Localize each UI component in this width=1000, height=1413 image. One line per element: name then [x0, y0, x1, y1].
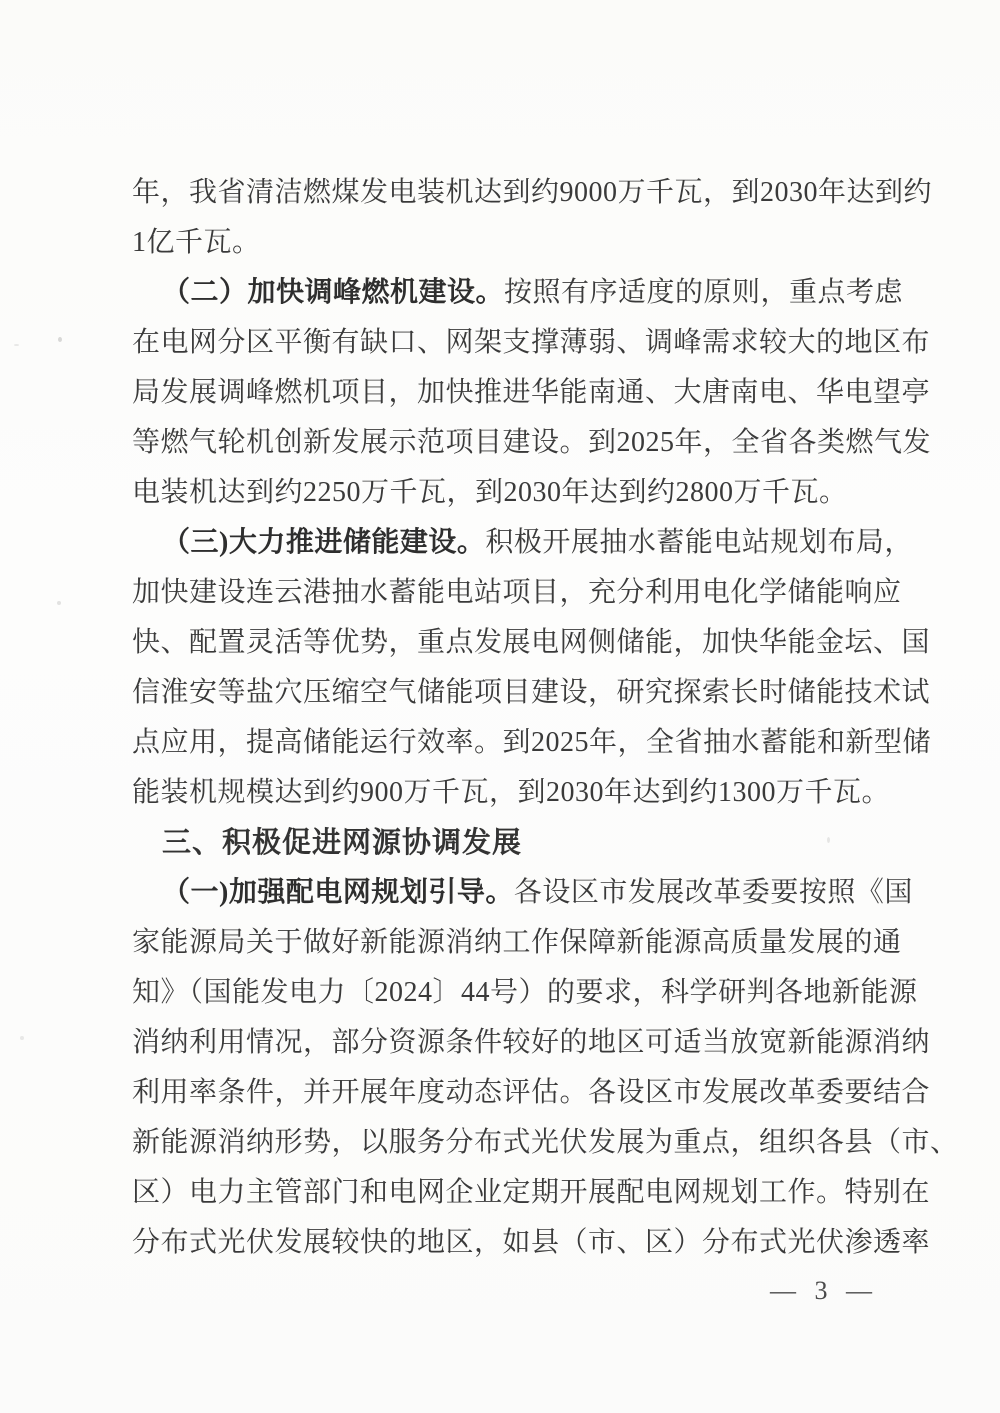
line-text: 区）电力主管部门和电网企业定期开展配电网规划工作。特别在	[132, 1177, 931, 1208]
line-text: 点应用，提高储能运行效率。到2025年，全省抽水蓄能和新型储	[132, 727, 932, 758]
text-line	[132, 418, 932, 468]
line-text: 加快建设连云港抽水蓄能电站项目，充分利用电化学储能响应	[132, 577, 902, 608]
text-line	[132, 968, 918, 1018]
scan-speck	[58, 337, 62, 342]
page-number: — 3 —	[770, 1276, 878, 1305]
paragraph-lead: （一)加强配电网规划引导。	[162, 877, 514, 908]
text-line	[132, 1168, 931, 1218]
text-line	[132, 868, 913, 918]
line-text: 分布式光伏发展较快的地区，如县（市、区）分布式光伏渗透率	[132, 1227, 931, 1258]
line-text: 在电网分区平衡有缺口、网架支撑薄弱、调峰需求较大的地区布	[132, 327, 931, 358]
text-line	[132, 1118, 959, 1168]
text-line	[132, 1218, 931, 1268]
text-line	[132, 918, 902, 968]
line-text: 能装机规模达到约900万千瓦，到2030年达到约1300万千瓦。	[132, 777, 891, 808]
line-text: 1亿千瓦。	[132, 227, 261, 258]
text-line	[132, 718, 932, 768]
scan-speck	[57, 601, 61, 605]
line-text: 等燃气轮机创新发展示范项目建设。到2025年，全省各类燃气发	[132, 427, 932, 458]
document-body	[132, 168, 959, 1268]
line-text: 各设区市发展改革委要按照《国	[513, 877, 913, 908]
text-line	[132, 1018, 931, 1068]
paragraph-lead: （三)大力推进储能建设。	[162, 527, 486, 558]
text-line	[132, 468, 894, 518]
line-text: 按照有序适度的原则，重点考虑	[504, 277, 904, 308]
text-line	[132, 318, 931, 368]
line-text: 局发展调峰燃机项目，加快推进华能南通、大唐南电、华电望亭	[132, 377, 931, 408]
line-text: 利用率条件，并开展年度动态评估。各设区市发展改革委要结合	[132, 1077, 931, 1108]
section-heading: 三、积极促进网源协调发展	[162, 827, 523, 859]
scan-speck	[20, 1036, 24, 1040]
line-text: 知》（国能发电力〔2024〕44号）的要求，科学研判各地新能源	[132, 977, 918, 1008]
text-line	[132, 518, 913, 568]
line-text: 新能源消纳形势，以服务分布式光伏发展为重点，组织各县（市、	[132, 1127, 959, 1158]
text-line	[132, 1068, 931, 1118]
line-text: 消纳利用情况，部分资源条件较好的地区可适当放宽新能源消纳	[132, 1027, 931, 1058]
text-line	[132, 768, 894, 818]
line-text: 信淮安等盐穴压缩空气储能项目建设，研究探索长时储能技术试	[132, 677, 931, 708]
line-text: 积极开展抽水蓄能电站规划布局，	[485, 527, 913, 558]
text-line	[132, 368, 931, 418]
text-line	[132, 218, 894, 268]
line-text: 电装机达到约2250万千瓦，到2030年达到约2800万千瓦。	[132, 477, 848, 508]
paragraph-lead: （二）加快调峰燃机建设。	[162, 277, 505, 308]
text-line	[132, 168, 933, 218]
scan-speck	[14, 344, 19, 346]
text-line	[132, 618, 931, 668]
line-text: 家能源局关于做好新能源消纳工作保障新能源高质量发展的通	[132, 927, 902, 958]
line-text: 年，我省清洁燃煤发电装机达到约9000万千瓦，到2030年达到约	[132, 177, 933, 208]
text-line	[132, 568, 902, 618]
text-line	[132, 668, 931, 718]
line-text: 快、配置灵活等优势，重点发展电网侧储能，加快华能金坛、国	[132, 627, 931, 658]
text-line	[132, 268, 904, 318]
